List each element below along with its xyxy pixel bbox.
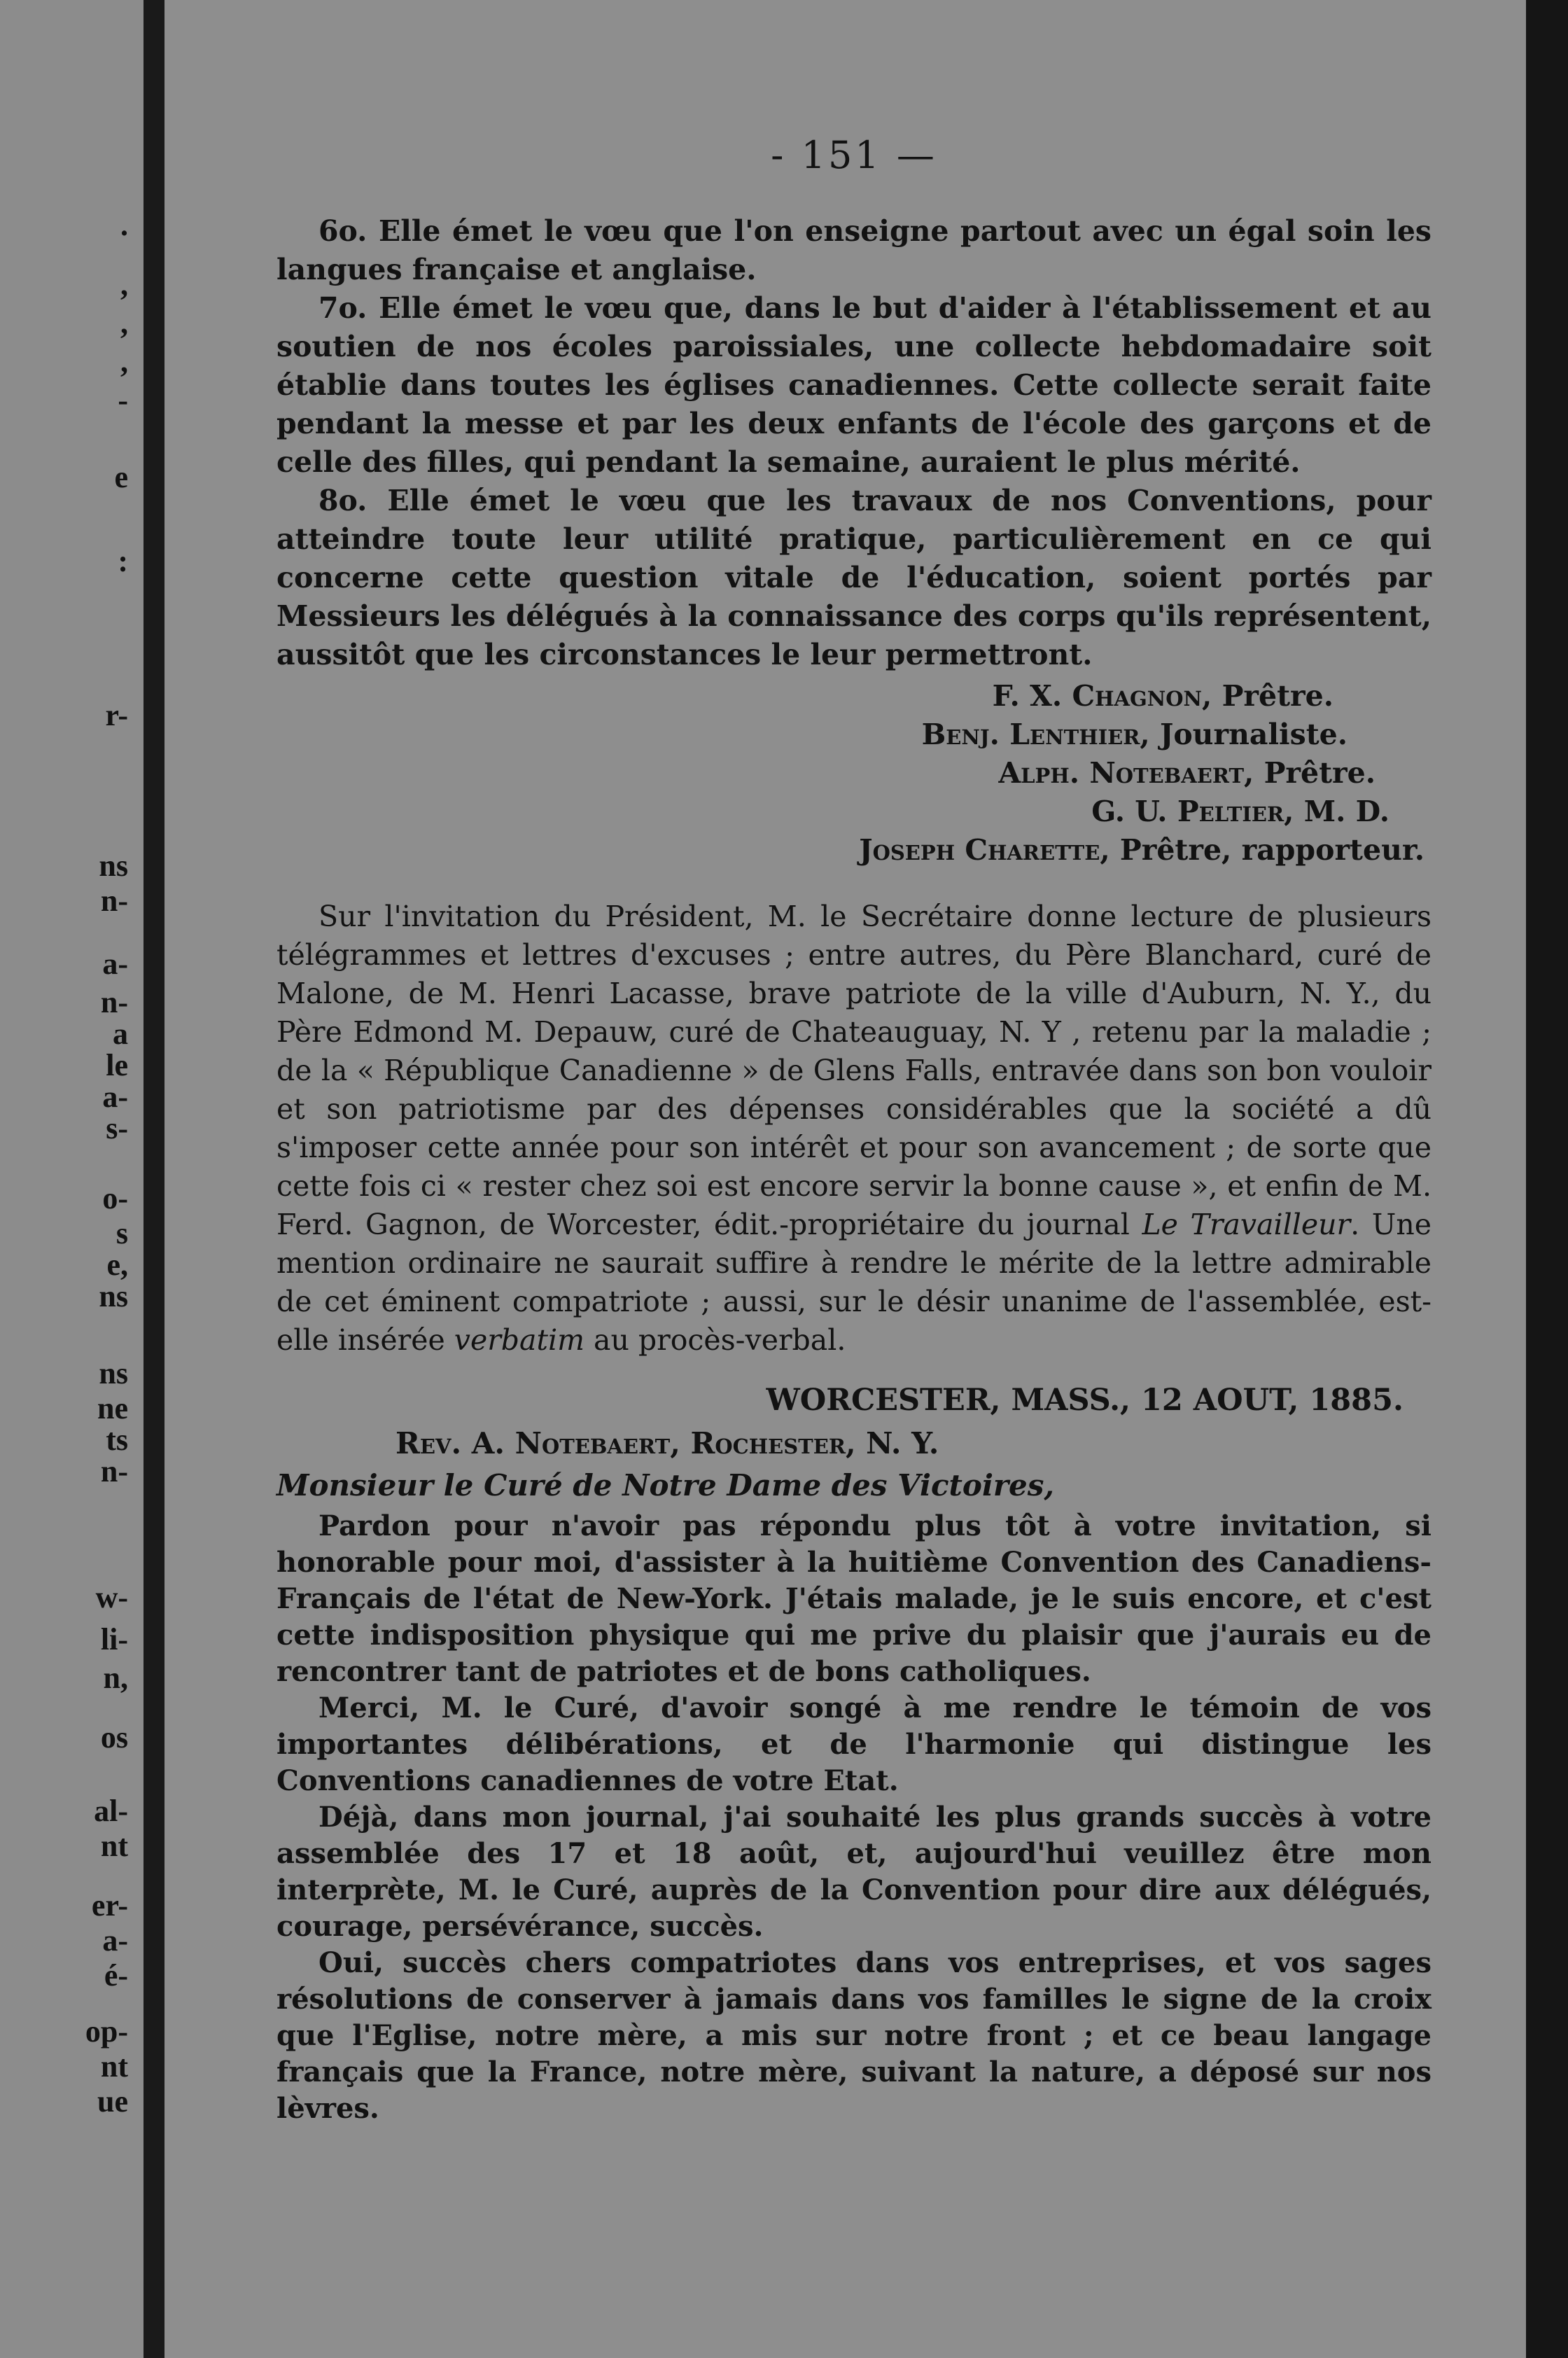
invitation-text-1: Sur l'invitation du Président, M. le Secrétaire donne lecture de plusieurs télégrammes et lettres d'excuses ; entre autres, du Père Blanchard, curé de Malone, de M. Henri Lacasse, brave patriote de la ville d'Auburn, N. Y., du Père Edmond M. Depauw, curé de Chateauguay, N. Y , retenu par la maladie ; de la « République Canadienne » de Glens Falls, entravée dans son bon vouloir et son patriotisme par des dépenses considérables que la société a dû s'imposer cette année pour son intérêt et pour son avancement ; de sorte que cette fois ci « rester chez soi est encore servir la bonne cause », et enfin de M. Ferd. Gagnon, de Worcester, édit.-propriétaire du journal xyxy=(276,900,1432,1241)
letter-paragraph: Pardon pour n'avoir pas répondu plus tôt à votre invitation, si honorable pour moi, d'assister à la huitième Convention des Canadiens-Français de l'état de New-York. J'étais malade, je le suis encore, et c'est cette indisposition physique qui me prive du plaisir que j'aurais eu de rencontrer tant de patriotes et de bons catholiques. xyxy=(276,1509,1432,1688)
fragment-text: e xyxy=(114,460,128,494)
fragment-text: al- xyxy=(94,1794,128,1828)
page-edge xyxy=(1526,0,1568,2358)
fragment-text: , xyxy=(120,267,128,302)
fragment-text: ue xyxy=(97,2084,128,2119)
fragment-text: li- xyxy=(100,1622,128,1656)
fragment-text: nt xyxy=(100,2049,128,2084)
invitation-text-2: . Une mention ordinaire ne saurait suffire à rendre le mérite de la lettre admirable de cet éminent compatriote ; aussi, sur le désir unanime de l'assemblée, est-elle insérée xyxy=(276,1208,1432,1357)
signature-line xyxy=(276,793,1432,831)
signatory-title: , Prêtre, rapporteur. xyxy=(1100,833,1424,867)
letter-salutation: Monsieur le Curé de Notre Dame des Victoires, xyxy=(276,1468,1055,1502)
letter-paragraph: Merci, M. le Curé, d'avoir songé à me rendre le témoin de vos importantes délibérations, et de l'harmonie qui distingue les Conventions canadiennes de votre Etat. xyxy=(276,1691,1432,1797)
letter-paragraph: Oui, succès chers compatriotes dans vos entreprises, et vos sages résolutions de conserver à jamais dans vos familles le signe de la croix que l'Eglise, notre mère, a mis sur notre front ; et ce beau langage français que la France, notre mère, suivant la nature, a déposé sur nos lèvres. xyxy=(276,1946,1432,2125)
book-gutter xyxy=(144,0,164,2358)
fragment-text: - xyxy=(118,383,128,417)
signatory-name: F. X. Chagnon xyxy=(992,679,1203,713)
fragment-text: s- xyxy=(106,1111,128,1145)
fragment-text: o- xyxy=(102,1181,128,1215)
fragment-text: n- xyxy=(100,985,128,1019)
resolution-7: 7o. Elle émet le vœu que, dans le but d'aider à l'établissement et au soutien de nos écoles paroissiales, une collecte hebdomadaire soit établie dans toutes les églises canadiennes. Cette collecte serait faite pendant la messe et par les deux enfants de l'école des garçons et de celle des filles, qui pendant la semaine, auraient le plus mérité. xyxy=(276,291,1432,479)
signature-line xyxy=(276,716,1432,754)
fragment-text: é- xyxy=(104,1958,128,1993)
journal-title: Le Travailleur xyxy=(1142,1208,1351,1241)
addressee-suffix: , N. Y. xyxy=(845,1426,939,1460)
fragment-text: r- xyxy=(105,698,128,732)
book-page xyxy=(164,0,1526,2358)
fragment-text: nt xyxy=(100,1829,128,1863)
fragment-text: os xyxy=(100,1720,128,1754)
signature-line xyxy=(276,677,1432,716)
signatory-title: , Prêtre. xyxy=(1202,679,1334,713)
fragment-text: op- xyxy=(85,2014,128,2049)
fragment-text: e, xyxy=(106,1248,128,1282)
fragment-text: . xyxy=(120,208,128,242)
invitation-paragraph xyxy=(276,898,1432,1360)
resolution-8: 8o. Elle émet le vœu que les travaux de nos Conventions, pour atteindre toute leur utilité pratique, particulièrement en ce qui concerne cette question vitale de l'éducation, soient portés par Messieurs les délégués à la connaissance des corps qu'ils représentent, aussitôt que les circonstances le leur permettront. xyxy=(276,484,1432,671)
verbatim-word: verbatim xyxy=(454,1323,584,1357)
fragment-text: w- xyxy=(95,1580,128,1614)
fragment-text: n, xyxy=(103,1661,128,1695)
fragment-text: ns xyxy=(99,849,128,883)
page-number: - 151 — xyxy=(771,133,937,177)
fragment-text: le xyxy=(106,1048,128,1082)
signature-line xyxy=(276,831,1432,870)
fragment-text: ns xyxy=(99,1279,128,1313)
addressee-name: Rev. A. Notebaert, Rochester xyxy=(396,1426,846,1460)
signatory-name: Alph. Notebaert xyxy=(998,756,1245,790)
fragment-text: : xyxy=(118,544,128,578)
signatory-title: , Journaliste. xyxy=(1140,718,1348,751)
signatory-name: Joseph Charette xyxy=(859,833,1100,867)
fragment-text: , xyxy=(120,344,128,379)
fragment-text: a- xyxy=(102,1080,128,1114)
signature-line xyxy=(276,754,1432,793)
page-content xyxy=(276,133,1432,2127)
resolution-6: 6o. Elle émet le vœu que l'on enseigne partout avec un égal soin les langues française et anglaise. xyxy=(276,214,1432,286)
signatory-name: G. U. Peltier xyxy=(1091,795,1284,828)
adjacent-page-fragment xyxy=(0,0,144,2358)
signatory-title: , M. D. xyxy=(1284,795,1390,828)
spacer xyxy=(276,870,1432,898)
fragment-text: ts xyxy=(106,1423,128,1457)
letter-addressee xyxy=(396,1424,1432,1463)
fragment-text: s xyxy=(115,1216,128,1250)
signatory-title: , Prêtre. xyxy=(1244,756,1376,790)
fragment-text: , xyxy=(120,306,128,340)
letter-paragraph: Déjà, dans mon journal, j'ai souhaité les plus grands succès à votre assemblée des 17 et 18 août, et, aujourd'hui veuillez être mon interprète, M. le Curé, auprès de la Convention pour dire aux délégués, courage, persévérance, succès. xyxy=(276,1801,1432,1943)
letter-dateline: WORCESTER, MASS., 12 AOUT, 1885. xyxy=(766,1383,1404,1418)
fragment-text: a- xyxy=(102,1923,128,1958)
fragment-text: er- xyxy=(91,1888,128,1923)
signatory-name: Benj. Lenthier xyxy=(921,718,1140,751)
fragment-text: a- xyxy=(102,947,128,981)
fragment-text: ne xyxy=(97,1391,128,1425)
invitation-text-3: au procès-verbal. xyxy=(584,1323,846,1357)
fragment-text: ns xyxy=(99,1356,128,1390)
fragment-text: n- xyxy=(100,884,128,918)
fragment-text: a xyxy=(113,1017,128,1051)
fragment-text: n- xyxy=(100,1454,128,1488)
